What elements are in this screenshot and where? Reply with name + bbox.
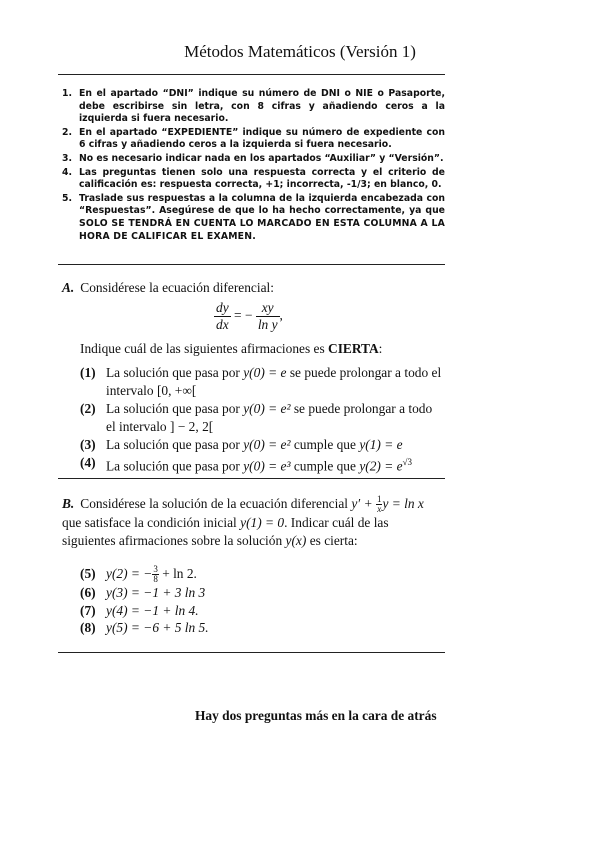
frac-numerator: dy: [216, 300, 229, 315]
option-fraction: [152, 565, 159, 584]
option-4: [80, 454, 445, 475]
question-b-label: B.: [62, 496, 75, 511]
instruction-text: No es necesario indicar nada en los apartados “Auxiliar” y “Versión”.: [79, 152, 444, 164]
option-6: [80, 584, 445, 602]
instruction-number: 2.: [62, 126, 73, 138]
divider-top: [58, 74, 445, 75]
instruction-text: Las preguntas tienen solo una respuesta correcta y el criterio de calificación es: respuesta correcta, +1; incorrecta, -1/3; en blanco, 0.: [79, 166, 445, 191]
footer-note: Hay dos preguntas más en la cara de atrás: [195, 708, 437, 723]
question-b-text-2: que satisface la condición inicial: [62, 515, 237, 531]
option-number: (1): [80, 365, 96, 380]
question-b-math: y(1) = 0: [240, 515, 285, 531]
question-b-text-4: es cierta:: [309, 533, 358, 549]
question-a-equation: [214, 300, 283, 333]
option-number: (8): [80, 620, 96, 636]
instruction-number: 1.: [62, 88, 73, 99]
instruction-item: [60, 153, 445, 166]
option-math: y(4) = −1 + ln 4.: [106, 602, 199, 618]
option-math: y(0) = e²: [243, 401, 291, 416]
option-2: [80, 400, 445, 435]
page-title: Métodos Matemáticos (Versión 1): [184, 42, 416, 61]
question-a-options: [80, 364, 445, 474]
option-math: ] − 2, 2[: [169, 418, 214, 434]
equation-rhs-fraction: [256, 300, 280, 333]
option-8: [80, 619, 445, 637]
divider-after-question-a: [58, 478, 445, 479]
instruction-warning: SOLO SE TENDRÁ EN CUENTA LO MARCADO EN ESTA COLUMNA A LA HORA DE CALIFICAR EL EXAMEN.: [79, 217, 445, 242]
divider-after-question-b: [58, 652, 445, 653]
frac-numerator: 1: [376, 494, 382, 505]
frac-numerator: xy: [256, 300, 280, 317]
question-a-intro: [62, 279, 445, 297]
instruction-item: [60, 127, 445, 152]
option-text: cumple que: [293, 457, 356, 473]
option-text: La solución que pasa por: [106, 437, 240, 452]
prompt-end: :: [378, 341, 383, 356]
instruction-item: [60, 88, 445, 126]
option-number: (7): [80, 602, 96, 618]
instruction-item: [60, 167, 445, 192]
option-math: y(1) = e: [359, 437, 403, 452]
question-a-prompt: [80, 340, 463, 358]
question-b-math: y′ +: [351, 496, 373, 511]
option-number: (2): [80, 401, 96, 416]
question-b-options: [80, 565, 445, 637]
option-1: [80, 364, 445, 399]
option-text: La solución que pasa por: [106, 401, 240, 416]
option-text: se puede prolongar a todo el intervalo: [106, 401, 433, 434]
prompt-strong: CIERTA: [328, 341, 379, 356]
frac-numerator: 3: [153, 564, 158, 575]
instruction-text: En el apartado “EXPEDIENTE” indique su número de expediente con 6 cifras y añadiendo ceros a la izquierda si fuera necesario.: [79, 126, 445, 151]
prompt-text: Indique cuál de las siguientes afirmaciones es: [80, 341, 325, 356]
option-text: La solución que pasa por: [106, 457, 240, 473]
option-superscript: √3: [402, 456, 412, 467]
option-text: se puede prolongar a todo el intervalo: [106, 365, 442, 398]
equation-end: ,: [279, 307, 283, 323]
instruction-item: [60, 193, 445, 243]
option-number: (6): [80, 585, 96, 601]
option-math: y(3) = −1 + 3 ln 3: [106, 585, 206, 601]
instruction-text: En el apartado “DNI” indique su número de DNI o NIE o Pasaporte, debe escribirse sin letra, con 8 cifras y añadiendo ceros a la izquierda si fuera necesario.: [79, 88, 445, 125]
option-7: [80, 602, 445, 620]
option-math: y(0) = e²: [243, 437, 291, 452]
instruction-text: Traslade sus respuestas a la columna de la izquierda encabezada con “Respuestas”. Asegúrese de que lo ha hecho correctamente, ya que: [79, 192, 445, 217]
frac-denominator: ln y: [257, 317, 278, 332]
instruction-number: 5.: [62, 192, 73, 204]
option-math: + ln 2.: [162, 566, 197, 581]
option-math: [0, +∞[: [156, 382, 197, 398]
question-a-label: A.: [62, 280, 75, 295]
question-b-math: y = ln x: [382, 496, 424, 511]
option-text: cumple que: [293, 437, 356, 452]
option-text: La solución que pasa por: [106, 365, 240, 380]
instruction-number: 4.: [62, 166, 73, 178]
option-math: y(0) = e³: [243, 457, 291, 473]
option-math: y(2) = e: [359, 457, 403, 473]
divider-after-instructions: [58, 264, 445, 265]
instructions-list: [60, 88, 445, 244]
option-math: y(0) = e: [243, 365, 287, 380]
equation-equals: = −: [234, 307, 253, 323]
instruction-number: 3.: [62, 152, 73, 164]
option-number: (5): [80, 566, 96, 581]
frac-denominator: dx: [216, 317, 229, 332]
option-5: [80, 565, 445, 584]
question-b-text-1: Considérese la solución de la ecuación diferencial: [80, 496, 348, 511]
question-b-math: y(x): [285, 533, 307, 549]
question-b-text: [62, 495, 445, 550]
frac-denominator: x: [377, 504, 382, 515]
option-math: y(5) = −6 + 5 ln 5.: [106, 620, 209, 636]
option-math: y(2) = −: [106, 566, 153, 581]
question-a-text: Considérese la ecuación diferencial:: [80, 280, 274, 295]
option-3: [80, 436, 445, 454]
option-number: (4): [80, 454, 96, 470]
option-number: (3): [80, 437, 96, 452]
equation-lhs-fraction: [214, 300, 231, 333]
frac-denominator: 8: [153, 574, 158, 585]
question-b-text-3: . Indicar cuál de las siguientes afirmaciones sobre la solución: [62, 515, 389, 549]
